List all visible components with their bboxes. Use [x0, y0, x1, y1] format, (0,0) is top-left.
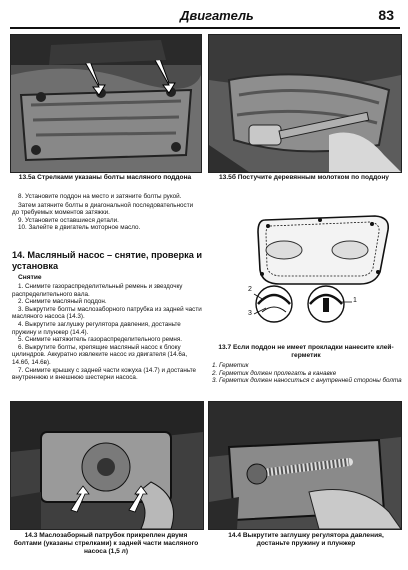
step-item: 4. Выкрутите заглушку регулятора давления, достаньте пружину и плунжер (14.4). [12, 320, 181, 336]
page-header [10, 6, 400, 26]
step-item: 5. Снимите натяжитель газораспределительного ремня. [18, 336, 183, 344]
callout-1: 1 [353, 297, 357, 304]
caption-14-4: 14.4 Выкрутите заглушку регулятора давления, достаньте пружину и плунжер [228, 532, 384, 547]
step-item: 2. Снимите масляный поддон. [18, 298, 107, 306]
header-title: Двигатель [180, 8, 254, 23]
header-rule [10, 27, 400, 29]
photo-13-5a [10, 34, 202, 173]
body-text-upper [12, 193, 202, 232]
page-number: 83 [378, 7, 394, 23]
paragraph-9: 9. Установите оставшиеся детали. [18, 216, 119, 224]
step-item: 3. Выкрутите болты маслозаборного патрубка из задней части масляного насоса (14.3). [12, 305, 202, 321]
diagram-13-7 [240, 212, 400, 327]
callout-3: 3 [248, 310, 252, 317]
steps-list [12, 283, 202, 382]
step-item: 1. Снимите газораспределительный ремень и звездочку распределительного вала. [12, 283, 183, 298]
caption-14-3: 14.3 Маслозаборный патрубок прикреплен двумя болтами (указаны стрелками) к задней части масляного насоса (1,5 л) [13, 532, 199, 555]
callout-2: 2 [248, 286, 252, 293]
section-heading: 14. Масляный насос – снятие, проверка и установка [12, 250, 202, 271]
note-item: 3. Герметик должен наноситься с внутренней стороны болта [212, 377, 402, 385]
photo-13-5b [208, 34, 402, 173]
photo-14-3 [10, 401, 204, 530]
caption-13-5b: 13.5б Постучите деревянным молотком по поддону [219, 174, 389, 181]
paragraph-10: 10. Залейте в двигатель моторное масло. [18, 224, 141, 232]
step-item: 7. Снимите крышку с задней части кожуха (14.7) и достаньте внутреннюю и внешнюю шестерни насоса. [12, 366, 197, 382]
paragraph-8: 8. Установите поддон на место и затяните болты рукой. [18, 193, 182, 200]
diagram-notes [212, 362, 402, 385]
step-item: 6. Выкрутите болты, крепящие масляный насос к блоку цилиндров. Аккуратно извлеките насос из двигателя (14.6а, 14.6б, 14.6в). [12, 343, 188, 366]
caption-13-5a: 13.5а Стрелками указаны болты масляного поддона [18, 174, 192, 181]
paragraph-tighten: Затем затяните болты в диагональной последовательности до требуемых моментов затяжки. [12, 201, 194, 217]
photo-14-4 [208, 401, 402, 530]
section-subheading: Снятие [18, 274, 42, 281]
caption-13-7: 13.7 Если поддон не имеет прокладки нанесите клей-герметик [218, 344, 394, 359]
note-item: 1. Герметик [212, 362, 249, 369]
note-item: 2. Герметик должен пролегать в канавке [212, 369, 337, 377]
